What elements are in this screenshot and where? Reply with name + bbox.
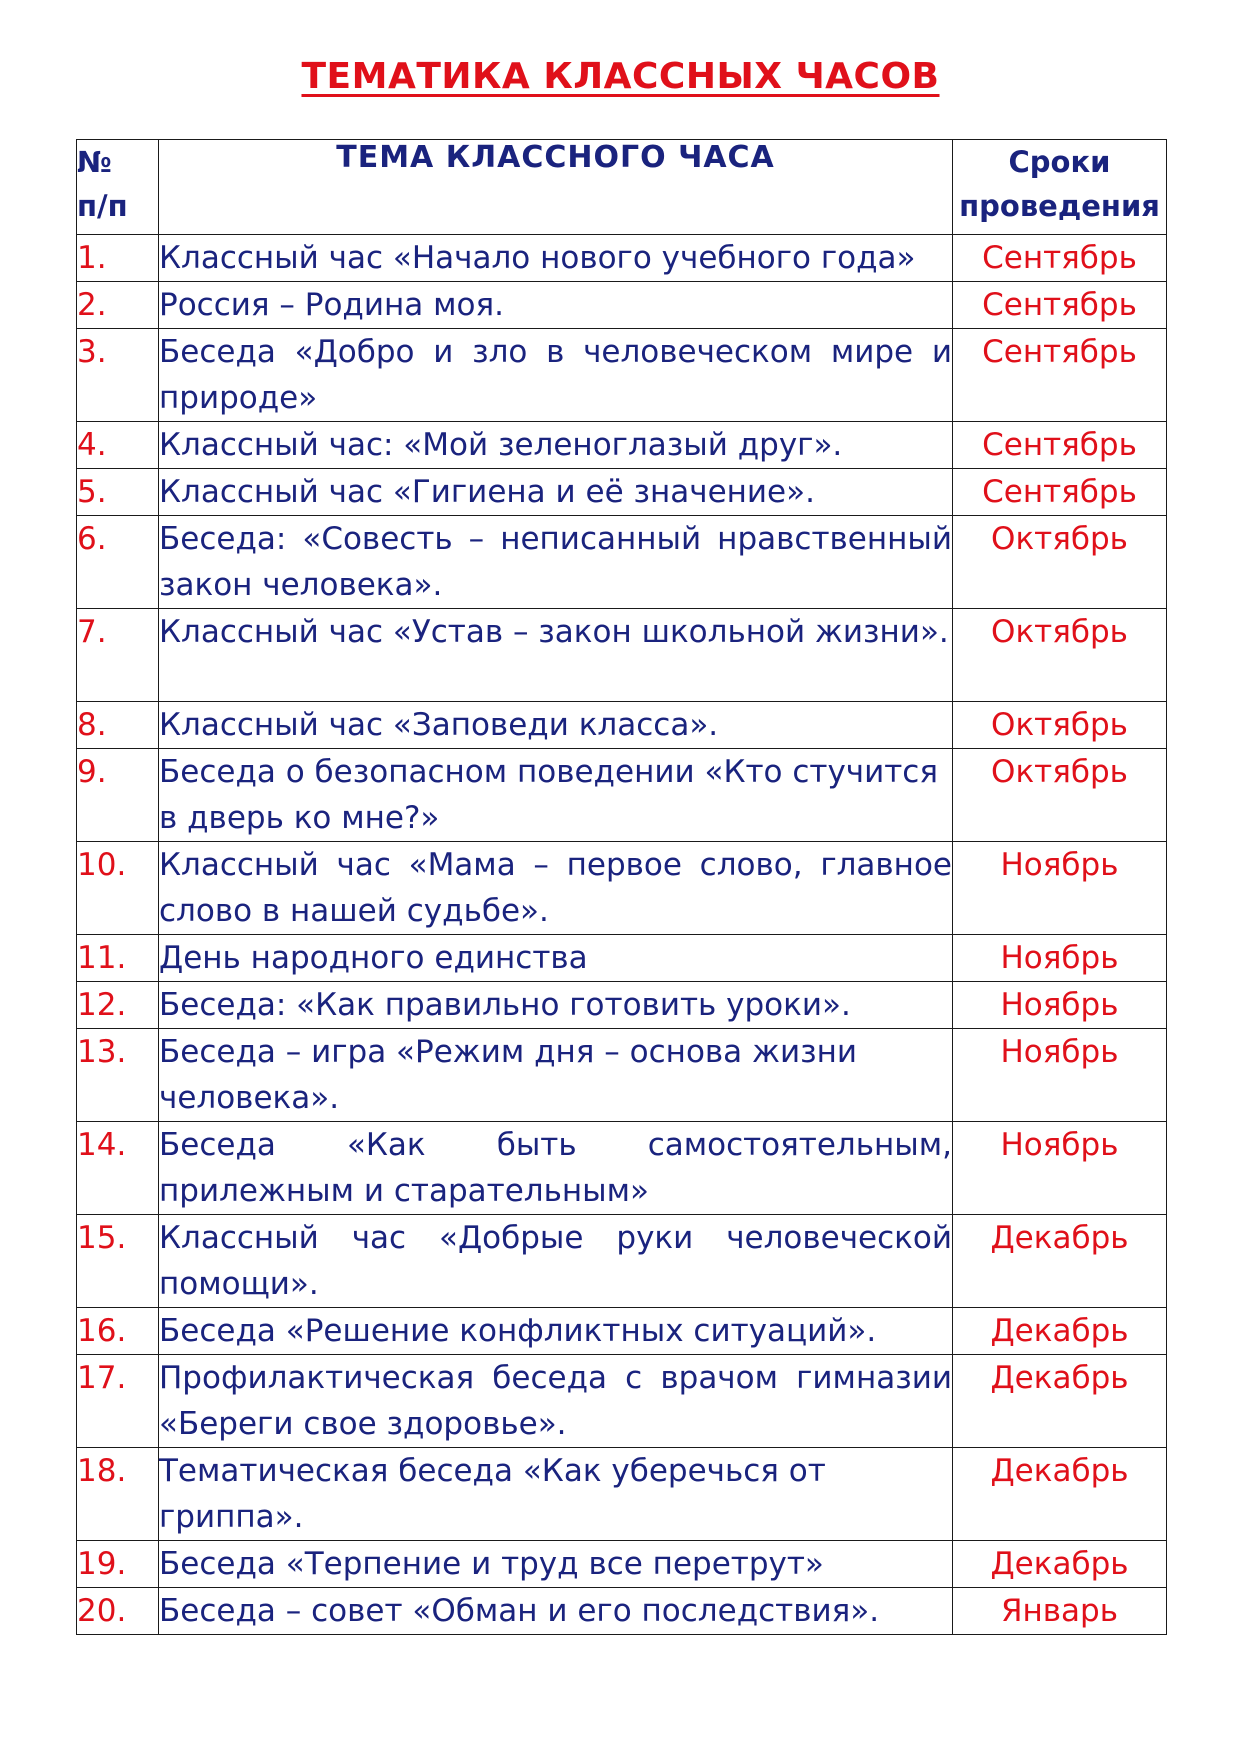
row-topic: Классный час «Заповеди класса». — [159, 702, 953, 749]
row-number: 8. — [77, 702, 159, 749]
row-date: Ноябрь — [953, 842, 1167, 935]
table-row — [77, 469, 1167, 516]
row-number: 7. — [77, 609, 159, 702]
row-date: Ноябрь — [953, 1029, 1167, 1122]
row-topic: Классный час «Гигиена и её значение». — [159, 469, 953, 516]
table-row — [77, 235, 1167, 282]
row-date: Ноябрь — [953, 1122, 1167, 1215]
table-row — [77, 1541, 1167, 1588]
row-topic: Классный час «Начало нового учебного года» — [159, 235, 953, 282]
row-topic: Россия – Родина моя. — [159, 282, 953, 329]
table-row — [77, 1215, 1167, 1308]
row-number: 13. — [77, 1029, 159, 1122]
row-number: 6. — [77, 516, 159, 609]
row-topic: Беседа – совет «Обман и его последствия». — [159, 1588, 953, 1635]
row-date: Декабрь — [953, 1541, 1167, 1588]
row-date: Сентябрь — [953, 422, 1167, 469]
header-dates-line2: проведения — [959, 189, 1160, 223]
row-number: 1. — [77, 235, 159, 282]
row-number: 4. — [77, 422, 159, 469]
row-topic: Беседа: «Как правильно готовить уроки». — [159, 982, 953, 1029]
row-topic: Беседа «Терпение и труд все перетрут» — [159, 1541, 953, 1588]
row-number: 15. — [77, 1215, 159, 1308]
row-date: Октябрь — [953, 702, 1167, 749]
table-row — [77, 1308, 1167, 1355]
header-number-line2: п/п — [77, 189, 128, 223]
row-date: Декабрь — [953, 1448, 1167, 1541]
row-number: 17. — [77, 1355, 159, 1448]
table-row — [77, 702, 1167, 749]
row-topic: Классный час «Добрые руки человеческой помощи». — [159, 1215, 953, 1308]
row-topic: Классный час: «Мой зеленоглазый друг». — [159, 422, 953, 469]
header-dates-line1: Сроки — [1008, 145, 1111, 179]
row-date: Октябрь — [953, 516, 1167, 609]
table-row — [77, 516, 1167, 609]
row-date: Декабрь — [953, 1215, 1167, 1308]
table-row — [77, 842, 1167, 935]
row-date: Октябрь — [953, 609, 1167, 702]
row-number: 3. — [77, 329, 159, 422]
table-row — [77, 1588, 1167, 1635]
row-date: Декабрь — [953, 1355, 1167, 1448]
row-date: Сентябрь — [953, 235, 1167, 282]
header-topic: ТЕМА КЛАССНОГО ЧАСА — [159, 140, 953, 235]
row-topic: Тематическая беседа «Как уберечься от гриппа». — [159, 1448, 953, 1541]
row-topic: Беседа «Добро и зло в человеческом мире и природе» — [159, 329, 953, 422]
row-date: Январь — [953, 1588, 1167, 1635]
row-date: Ноябрь — [953, 935, 1167, 982]
row-date: Декабрь — [953, 1308, 1167, 1355]
row-number: 11. — [77, 935, 159, 982]
row-number: 10. — [77, 842, 159, 935]
table-row — [77, 1122, 1167, 1215]
row-date: Сентябрь — [953, 329, 1167, 422]
table-row — [77, 329, 1167, 422]
page-title — [0, 56, 1241, 97]
header-number — [77, 140, 159, 235]
row-topic: Беседа «Как быть самостоятельным, прилежным и старательным» — [159, 1122, 953, 1215]
row-date: Сентябрь — [953, 469, 1167, 516]
row-topic: Беседа «Решение конфликтных ситуаций». — [159, 1308, 953, 1355]
row-topic: День народного единства — [159, 935, 953, 982]
row-topic: Беседа о безопасном поведении «Кто стучится в дверь ко мне?» — [159, 749, 953, 842]
table-row — [77, 422, 1167, 469]
table-row — [77, 1448, 1167, 1541]
row-number: 16. — [77, 1308, 159, 1355]
row-topic: Беседа – игра «Режим дня – основа жизни человека». — [159, 1029, 953, 1122]
table-row — [77, 609, 1167, 702]
header-dates — [953, 140, 1167, 235]
row-number: 19. — [77, 1541, 159, 1588]
row-topic: Классный час «Мама – первое слово, главное слово в нашей судьбе». — [159, 842, 953, 935]
row-number: 14. — [77, 1122, 159, 1215]
row-number: 5. — [77, 469, 159, 516]
row-number: 12. — [77, 982, 159, 1029]
row-number: 9. — [77, 749, 159, 842]
row-topic: Беседа: «Совесть – неписанный нравственный закон человека». — [159, 516, 953, 609]
row-number: 20. — [77, 1588, 159, 1635]
table-row — [77, 935, 1167, 982]
table-row — [77, 749, 1167, 842]
table-row — [77, 1029, 1167, 1122]
row-date: Ноябрь — [953, 982, 1167, 1029]
header-number-line1: № — [77, 145, 112, 179]
table-header-row — [77, 140, 1167, 235]
row-topic: Профилактическая беседа с врачом гимназии «Береги свое здоровье». — [159, 1355, 953, 1448]
row-topic: Классный час «Устав – закон школьной жизни». — [159, 609, 953, 702]
row-number: 2. — [77, 282, 159, 329]
row-date: Сентябрь — [953, 282, 1167, 329]
class-hours-table — [76, 139, 1167, 1635]
table-row — [77, 1355, 1167, 1448]
row-number: 18. — [77, 1448, 159, 1541]
table-row — [77, 282, 1167, 329]
page-title-text: ТЕМАТИКА КЛАССНЫХ ЧАСОВ — [301, 56, 940, 97]
table-row — [77, 982, 1167, 1029]
row-date: Октябрь — [953, 749, 1167, 842]
